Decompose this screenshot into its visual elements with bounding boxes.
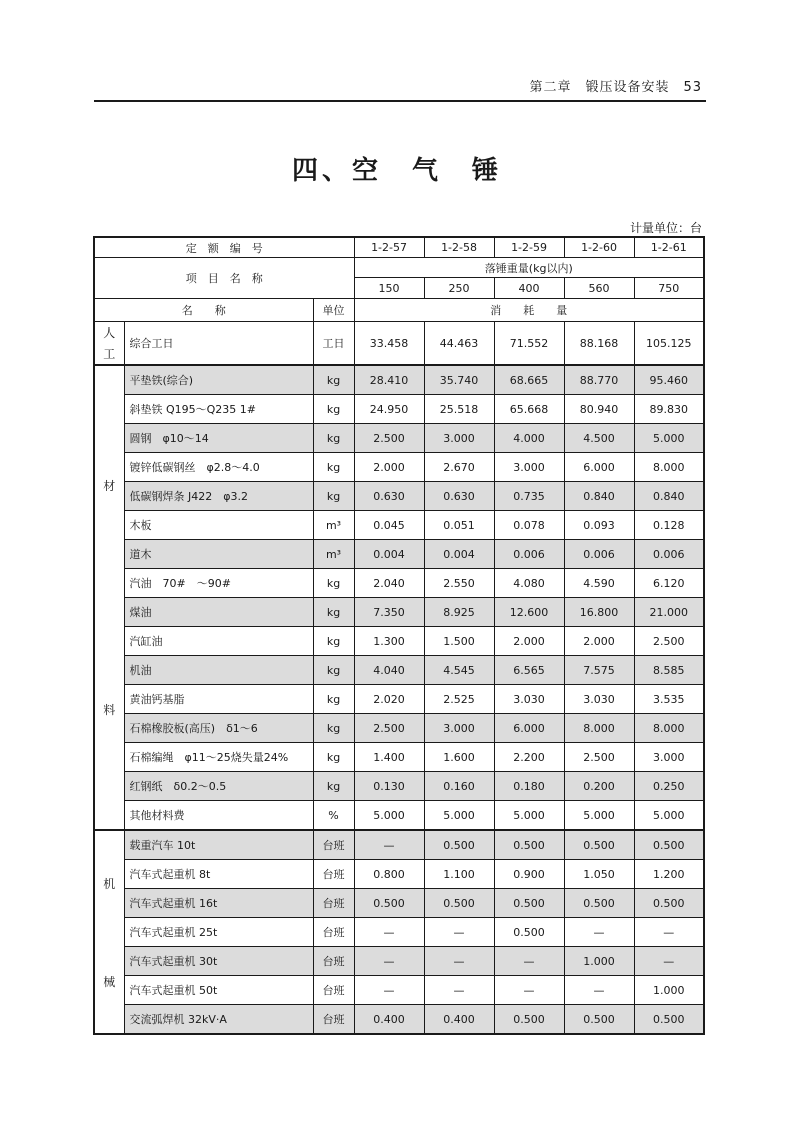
item-value: —	[354, 947, 424, 976]
item-value: 0.500	[634, 830, 704, 860]
quota-code: 1-2-58	[424, 237, 494, 258]
item-name: 镀锌低碳钢丝 φ2.8～4.0	[124, 453, 313, 482]
item-value: 0.051	[424, 511, 494, 540]
item-value: 4.040	[354, 656, 424, 685]
category-char: 机	[103, 876, 116, 891]
item-value: —	[634, 947, 704, 976]
item-name: 圆钢 φ10～14	[124, 424, 313, 453]
item-value: 6.000	[494, 714, 564, 743]
item-value: 5.000	[634, 424, 704, 453]
item-value: 7.575	[564, 656, 634, 685]
machinery-row	[94, 830, 704, 860]
param-value: 560	[564, 278, 634, 299]
item-name: 机油	[124, 656, 313, 685]
materials-row	[94, 540, 704, 569]
item-value: 6.000	[564, 453, 634, 482]
item-value: 0.500	[634, 889, 704, 918]
item-value: 0.128	[634, 511, 704, 540]
item-value: 5.000	[634, 801, 704, 831]
item-value: 3.000	[494, 453, 564, 482]
item-value: 0.045	[354, 511, 424, 540]
materials-row	[94, 598, 704, 627]
item-value: —	[564, 918, 634, 947]
materials-row	[94, 627, 704, 656]
item-unit: kg	[313, 685, 354, 714]
item-value: —	[424, 947, 494, 976]
item-name: 红钢纸 δ0.2～0.5	[124, 772, 313, 801]
materials-row	[94, 453, 704, 482]
item-value: 0.800	[354, 860, 424, 889]
category-char: 械	[103, 974, 116, 989]
param-value: 250	[424, 278, 494, 299]
quota-table	[93, 236, 705, 1035]
item-unit: m³	[313, 511, 354, 540]
item-value: 0.130	[354, 772, 424, 801]
item-name: 汽车式起重机 8t	[124, 860, 313, 889]
item-value: 3.535	[634, 685, 704, 714]
header-text: 第二章 锻压设备安装 53	[529, 80, 702, 95]
materials-row	[94, 743, 704, 772]
item-value: 0.500	[424, 830, 494, 860]
item-name: 石棉橡胶板(高压) δ1～6	[124, 714, 313, 743]
materials-row	[94, 714, 704, 743]
materials-row	[94, 801, 704, 831]
item-value: 0.840	[564, 482, 634, 511]
item-name: 低碳钢焊条 J422 φ3.2	[124, 482, 313, 511]
item-unit: kg	[313, 772, 354, 801]
item-value: —	[424, 976, 494, 1005]
item-value: 8.925	[424, 598, 494, 627]
item-value: 5.000	[564, 801, 634, 831]
item-unit: kg	[313, 598, 354, 627]
item-value: 5.000	[424, 801, 494, 831]
item-value: 3.000	[424, 714, 494, 743]
category-char: 料	[103, 703, 116, 717]
labor-value: 88.168	[564, 322, 634, 366]
item-value: 4.500	[564, 424, 634, 453]
item-name: 汽缸油	[124, 627, 313, 656]
unit-note: 计量单位：台	[629, 221, 702, 235]
materials-row	[94, 365, 704, 395]
quota-code: 1-2-57	[354, 237, 424, 258]
item-value: 5.000	[494, 801, 564, 831]
item-value: 1.300	[354, 627, 424, 656]
item-value: —	[354, 830, 424, 860]
item-value: —	[494, 976, 564, 1005]
item-value: —	[354, 918, 424, 947]
item-value: 2.040	[354, 569, 424, 598]
quota-code: 1-2-59	[494, 237, 564, 258]
item-unit: kg	[313, 656, 354, 685]
item-unit: kg	[313, 627, 354, 656]
item-value: —	[354, 976, 424, 1005]
item-value: 3.030	[494, 685, 564, 714]
item-value: 1.600	[424, 743, 494, 772]
item-value: 1.200	[634, 860, 704, 889]
item-value: 0.630	[354, 482, 424, 511]
machinery-row	[94, 889, 704, 918]
item-value: 0.500	[494, 889, 564, 918]
item-unit: %	[313, 801, 354, 831]
category-char: 材	[103, 479, 116, 493]
item-value: 1.000	[564, 947, 634, 976]
item-unit: 台班	[313, 1005, 354, 1035]
item-value: 5.000	[354, 801, 424, 831]
item-value: 0.400	[354, 1005, 424, 1035]
item-unit: kg	[313, 424, 354, 453]
item-unit: 台班	[313, 830, 354, 860]
machinery-row	[94, 976, 704, 1005]
machinery-row	[94, 1005, 704, 1035]
item-value: 0.006	[564, 540, 634, 569]
item-name: 汽车式起重机 50t	[124, 976, 313, 1005]
item-value: 0.630	[424, 482, 494, 511]
materials-row	[94, 772, 704, 801]
item-name: 平垫铁(综合)	[124, 365, 313, 395]
machinery-row	[94, 860, 704, 889]
item-value: 0.160	[424, 772, 494, 801]
item-value: 95.460	[634, 365, 704, 395]
item-value: 3.000	[424, 424, 494, 453]
item-name: 载重汽车 10t	[124, 830, 313, 860]
item-value: 1.400	[354, 743, 424, 772]
labor-unit: 工日	[313, 322, 354, 366]
materials-row	[94, 569, 704, 598]
item-unit: 台班	[313, 889, 354, 918]
item-value: 80.940	[564, 395, 634, 424]
labor-value: 33.458	[354, 322, 424, 366]
item-value: 88.770	[564, 365, 634, 395]
item-value: 0.006	[494, 540, 564, 569]
item-unit: kg	[313, 569, 354, 598]
item-value: —	[494, 947, 564, 976]
item-value: 4.080	[494, 569, 564, 598]
item-value: 0.400	[424, 1005, 494, 1035]
item-unit: 台班	[313, 947, 354, 976]
item-value: 2.000	[354, 453, 424, 482]
category-labor	[94, 322, 124, 366]
item-value: 1.500	[424, 627, 494, 656]
item-value: 0.004	[354, 540, 424, 569]
page-header	[94, 70, 706, 102]
item-value: 2.525	[424, 685, 494, 714]
item-unit: kg	[313, 714, 354, 743]
item-value: 2.000	[564, 627, 634, 656]
item-value: 8.000	[634, 714, 704, 743]
item-name: 木板	[124, 511, 313, 540]
item-value: 35.740	[424, 365, 494, 395]
category-char: 工	[103, 347, 116, 361]
materials-row	[94, 424, 704, 453]
item-value: 0.078	[494, 511, 564, 540]
item-value: 2.500	[564, 743, 634, 772]
param-value: 150	[354, 278, 424, 299]
item-value: 2.000	[494, 627, 564, 656]
item-value: 16.800	[564, 598, 634, 627]
category-char: 人	[103, 326, 116, 340]
item-value: 2.500	[354, 424, 424, 453]
item-name-label: 项 目 名 称	[94, 258, 354, 299]
item-name: 石棉编绳 φ11～25烧失量24%	[124, 743, 313, 772]
item-value: 0.735	[494, 482, 564, 511]
item-unit: kg	[313, 365, 354, 395]
item-name: 黄油钙基脂	[124, 685, 313, 714]
item-unit: kg	[313, 743, 354, 772]
unit-column-header: 单位	[313, 299, 354, 322]
page-title: 四、空 气 锤	[291, 156, 502, 186]
item-value: —	[564, 976, 634, 1005]
item-unit: kg	[313, 395, 354, 424]
item-value: 0.500	[634, 1005, 704, 1035]
item-name: 交流弧焊机 32kV·A	[124, 1005, 313, 1035]
item-unit: m³	[313, 540, 354, 569]
item-value: 3.030	[564, 685, 634, 714]
labor-value: 105.125	[634, 322, 704, 366]
materials-row	[94, 685, 704, 714]
materials-row	[94, 511, 704, 540]
item-value: 2.500	[634, 627, 704, 656]
name-column-header: 名 称	[94, 299, 313, 322]
item-value: 89.830	[634, 395, 704, 424]
item-value: 0.500	[564, 830, 634, 860]
item-value: 7.350	[354, 598, 424, 627]
item-value: 2.550	[424, 569, 494, 598]
item-value: 4.590	[564, 569, 634, 598]
item-unit: 台班	[313, 860, 354, 889]
item-value: 1.100	[424, 860, 494, 889]
item-value: 2.020	[354, 685, 424, 714]
item-value: 4.545	[424, 656, 494, 685]
item-value: 0.500	[494, 1005, 564, 1035]
item-value: 2.500	[354, 714, 424, 743]
item-value: 0.004	[424, 540, 494, 569]
item-unit: 台班	[313, 976, 354, 1005]
item-value: 0.900	[494, 860, 564, 889]
item-name: 斜垫铁 Q195～Q235 1#	[124, 395, 313, 424]
materials-row	[94, 482, 704, 511]
item-value: 8.000	[634, 453, 704, 482]
item-value: —	[424, 918, 494, 947]
param-label: 落锤重量(kg以内)	[354, 258, 704, 278]
item-value: 0.500	[494, 918, 564, 947]
item-value: 8.585	[634, 656, 704, 685]
materials-row	[94, 656, 704, 685]
quota-code: 1-2-60	[564, 237, 634, 258]
item-name: 道木	[124, 540, 313, 569]
item-value: 2.200	[494, 743, 564, 772]
param-value: 400	[494, 278, 564, 299]
item-value: 0.006	[634, 540, 704, 569]
item-value: 0.180	[494, 772, 564, 801]
machinery-row	[94, 918, 704, 947]
item-value: 2.670	[424, 453, 494, 482]
item-value: —	[634, 918, 704, 947]
machinery-row	[94, 947, 704, 976]
item-value: 0.500	[564, 889, 634, 918]
item-value: 0.500	[494, 830, 564, 860]
item-value: 21.000	[634, 598, 704, 627]
item-unit: 台班	[313, 918, 354, 947]
item-name: 其他材料费	[124, 801, 313, 831]
item-value: 12.600	[494, 598, 564, 627]
consumption-header: 消 耗 量	[354, 299, 704, 322]
item-value: 0.500	[354, 889, 424, 918]
item-name: 汽车式起重机 25t	[124, 918, 313, 947]
category-materials	[94, 365, 124, 830]
labor-value: 71.552	[494, 322, 564, 366]
item-value: 0.250	[634, 772, 704, 801]
item-value: 0.200	[564, 772, 634, 801]
item-value: 6.565	[494, 656, 564, 685]
item-value: 4.000	[494, 424, 564, 453]
quota-code: 1-2-61	[634, 237, 704, 258]
category-machinery	[94, 830, 124, 1034]
item-value: 0.500	[424, 889, 494, 918]
item-value: 68.665	[494, 365, 564, 395]
item-value: 1.000	[634, 976, 704, 1005]
item-value: 65.668	[494, 395, 564, 424]
item-value: 8.000	[564, 714, 634, 743]
item-name: 汽车式起重机 16t	[124, 889, 313, 918]
item-value: 3.000	[634, 743, 704, 772]
quota-code-label: 定 额 编 号	[94, 237, 354, 258]
item-value: 28.410	[354, 365, 424, 395]
item-name: 汽车式起重机 30t	[124, 947, 313, 976]
item-name: 汽油 70# ～90#	[124, 569, 313, 598]
item-value: 1.050	[564, 860, 634, 889]
item-value: 0.840	[634, 482, 704, 511]
item-value: 24.950	[354, 395, 424, 424]
item-value: 25.518	[424, 395, 494, 424]
item-value: 0.093	[564, 511, 634, 540]
item-unit: kg	[313, 482, 354, 511]
item-unit: kg	[313, 453, 354, 482]
param-value: 750	[634, 278, 704, 299]
item-value: 6.120	[634, 569, 704, 598]
item-value: 0.500	[564, 1005, 634, 1035]
item-name: 煤油	[124, 598, 313, 627]
materials-row	[94, 395, 704, 424]
labor-value: 44.463	[424, 322, 494, 366]
labor-name: 综合工日	[124, 322, 313, 366]
